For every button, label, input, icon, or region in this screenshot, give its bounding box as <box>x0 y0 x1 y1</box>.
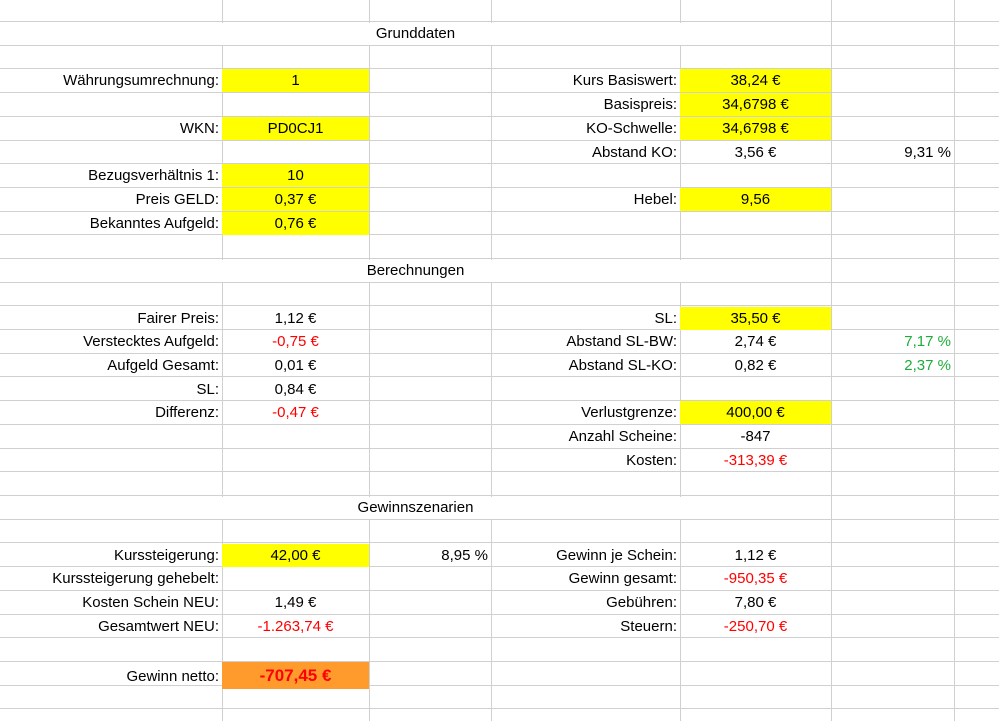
input-waehrungsumrechnung[interactable]: 1 <box>222 69 369 92</box>
input-bezugsverhaeltnis[interactable]: 10 <box>222 164 369 187</box>
value-abstand-ko-pct[interactable]: 9,31 % <box>904 144 951 161</box>
gridline-row <box>0 542 999 543</box>
label-bekanntes-aufgeld: Bekanntes Aufgeld: <box>89 215 219 232</box>
gridline-row <box>0 708 999 709</box>
label-abstand-sl-bw: Abstand SL-BW: <box>566 333 677 350</box>
label-gewinn-gesamt: Gewinn gesamt: <box>568 570 677 587</box>
label-ko-schwelle: KO-Schwelle: <box>586 120 677 137</box>
value-abstand-ko[interactable]: 3,56 € <box>734 144 777 161</box>
value-anzahl-scheine[interactable]: -847 <box>740 428 771 445</box>
value-sl-left[interactable]: 0,84 € <box>274 381 317 398</box>
value-gewinn-gesamt[interactable]: -950,35 € <box>723 570 788 587</box>
input-hebel[interactable]: 9,56 <box>680 188 831 211</box>
value-abstand-sl-bw[interactable]: 2,74 € <box>734 333 777 350</box>
value-aufgeld-gesamt[interactable]: 0,01 € <box>274 357 317 374</box>
label-sl-right: SL: <box>654 310 677 327</box>
value-gewinn-je-schein[interactable]: 1,12 € <box>734 547 777 564</box>
value-kurssteigerung-pct[interactable]: 8,95 % <box>441 547 488 564</box>
value-kosten[interactable]: -313,39 € <box>723 452 788 469</box>
input-sl-right[interactable]: 35,50 € <box>680 307 831 330</box>
label-gewinn-je-schein: Gewinn je Schein: <box>556 547 677 564</box>
label-preis-geld: Preis GELD: <box>135 191 219 208</box>
value-gebuehren[interactable]: 7,80 € <box>734 594 777 611</box>
label-kurssteigerung: Kurssteigerung: <box>113 547 219 564</box>
gridline-column <box>954 0 955 721</box>
value-gewinn-netto[interactable]: -707,45 € <box>222 662 369 689</box>
label-gesamtwert-neu: Gesamtwert NEU: <box>98 618 219 635</box>
label-bezugsverhaeltnis: Bezugsverhältnis 1: <box>88 167 219 184</box>
input-preis-geld[interactable]: 0,37 € <box>222 188 369 211</box>
value-differenz[interactable]: -0,47 € <box>272 404 319 421</box>
label-wkn: WKN: <box>179 120 219 137</box>
input-basispreis[interactable]: 34,6798 € <box>680 93 831 116</box>
value-verstecktes-aufgeld[interactable]: -0,75 € <box>272 333 319 350</box>
value-abstand-sl-bw-pct[interactable]: 7,17 % <box>904 333 951 350</box>
gridline-row <box>0 45 999 46</box>
gridline-row <box>0 282 999 283</box>
label-differenz: Differenz: <box>155 404 219 421</box>
label-basispreis: Basispreis: <box>603 96 677 113</box>
label-abstand-ko: Abstand KO: <box>591 144 677 161</box>
value-steuern[interactable]: -250,70 € <box>723 618 788 635</box>
value-abstand-sl-ko-pct[interactable]: 2,37 % <box>904 357 951 374</box>
gridline-column <box>369 0 370 721</box>
input-bekanntes-aufgeld[interactable]: 0,76 € <box>222 212 369 235</box>
label-sl-left: SL: <box>196 381 219 398</box>
input-wkn[interactable]: PD0CJ1 <box>222 117 369 140</box>
section-title-grunddaten: Grunddaten <box>375 25 456 42</box>
label-verlustgrenze: Verlustgrenze: <box>581 404 677 421</box>
input-verlustgrenze[interactable]: 400,00 € <box>680 401 831 424</box>
value-abstand-sl-ko[interactable]: 0,82 € <box>734 357 777 374</box>
label-waehrungsumrechnung: Währungsumrechnung: <box>63 72 219 89</box>
gridline-row <box>0 305 999 306</box>
label-kosten-schein-neu: Kosten Schein NEU: <box>82 594 219 611</box>
label-kurssteigerung-gehebelt: Kurssteigerung gehebelt: <box>52 570 219 587</box>
input-kurssteigerung[interactable]: 42,00 € <box>222 544 369 567</box>
input-ko-schwelle[interactable]: 34,6798 € <box>680 117 831 140</box>
label-fairer-preis: Fairer Preis: <box>137 310 219 327</box>
label-hebel: Hebel: <box>633 191 677 208</box>
label-kosten: Kosten: <box>626 452 677 469</box>
label-anzahl-scheine: Anzahl Scheine: <box>568 428 677 445</box>
gridline-row <box>0 519 999 520</box>
gridline-row <box>0 661 999 662</box>
value-gesamtwert-neu[interactable]: -1.263,74 € <box>257 618 334 635</box>
label-steuern: Steuern: <box>620 618 677 635</box>
label-gewinn-netto: Gewinn netto: <box>126 668 219 685</box>
label-kurs-basiswert: Kurs Basiswert: <box>572 72 677 89</box>
label-verstecktes-aufgeld: Verstecktes Aufgeld: <box>83 333 219 350</box>
section-title-berechnungen: Berechnungen <box>366 262 465 279</box>
value-kosten-schein-neu[interactable]: 1,49 € <box>274 594 317 611</box>
label-gebuehren: Gebühren: <box>606 594 677 611</box>
value-fairer-preis[interactable]: 1,12 € <box>274 310 317 327</box>
section-title-gewinnszenarien: Gewinnszenarien <box>357 499 474 516</box>
label-aufgeld-gesamt: Aufgeld Gesamt: <box>107 357 219 374</box>
input-kurs-basiswert[interactable]: 38,24 € <box>680 69 831 92</box>
label-abstand-sl-ko: Abstand SL-KO: <box>568 357 677 374</box>
